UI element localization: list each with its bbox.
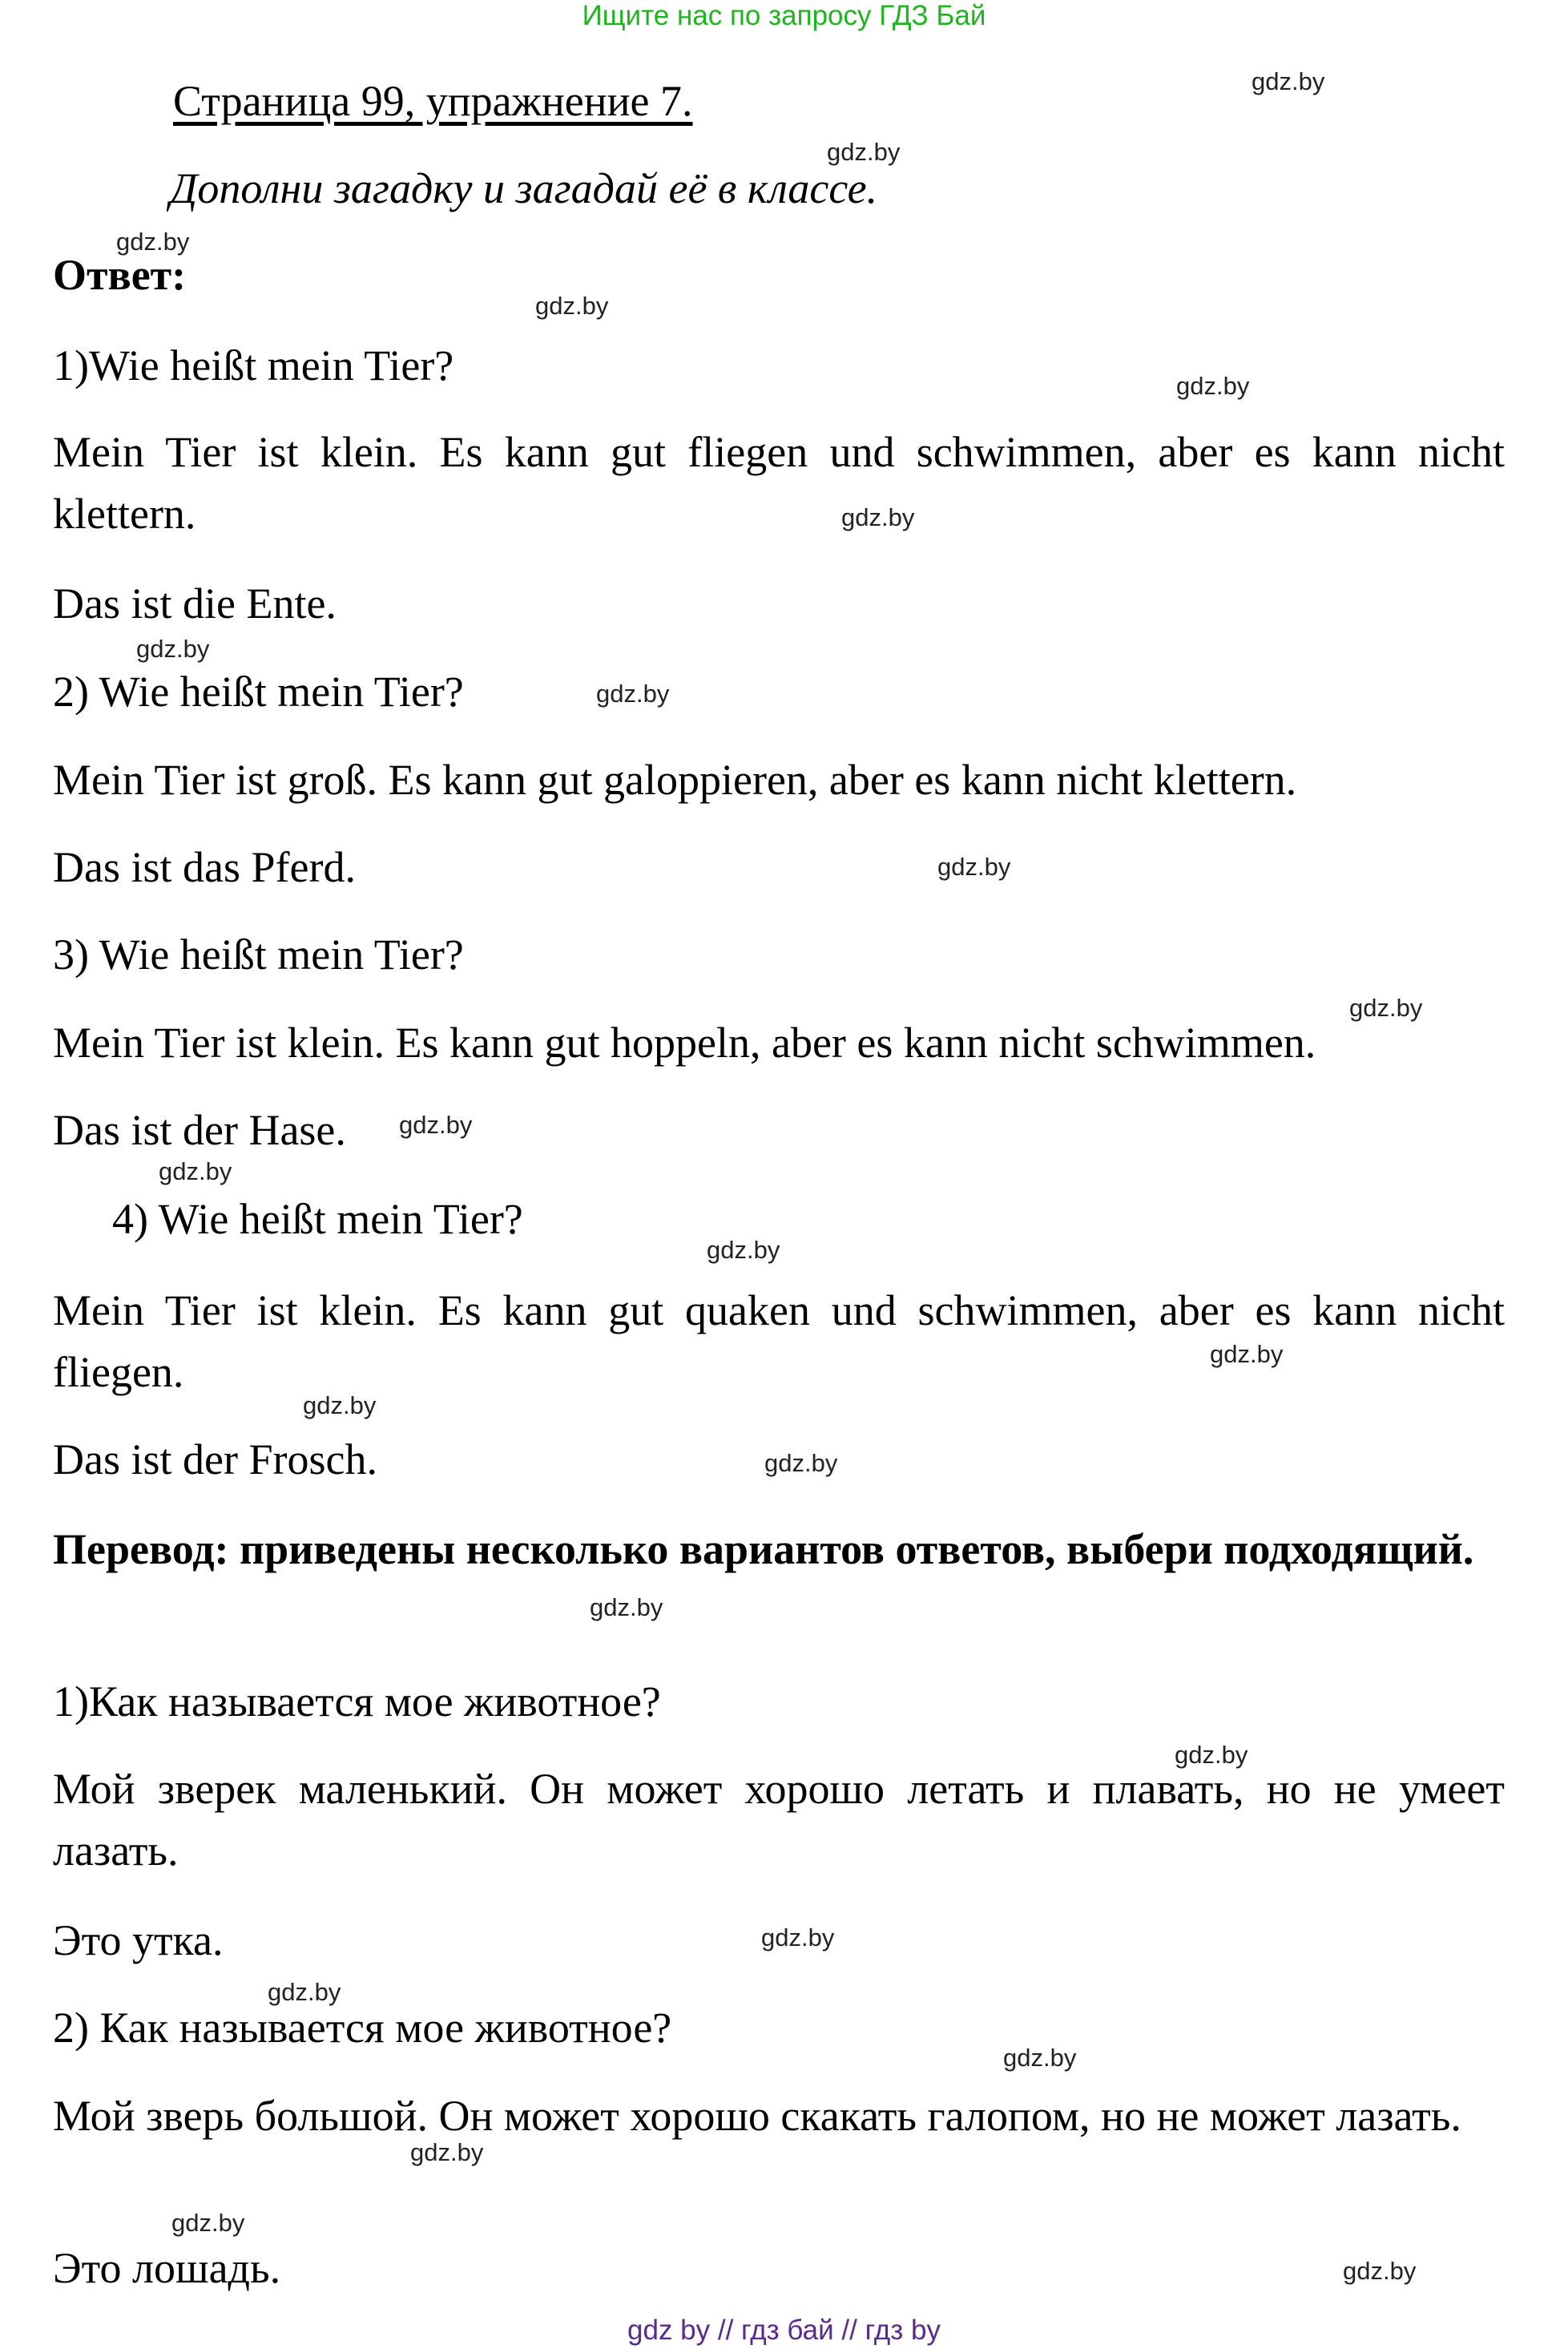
- riddle-description: Mein Tier ist klein. Es kann gut fliegen und schwimmen, aber es kann nicht klettern.: [53, 428, 1505, 538]
- watermark: gdz.by: [399, 1111, 473, 1139]
- top-banner: Ищите нас по запросу ГДЗ Бай: [582, 0, 986, 31]
- translation-label: Перевод: приведены несколько вариантов ответов, выбери подходящий.: [53, 1525, 1474, 1573]
- watermark: gdz.by: [303, 1391, 377, 1419]
- translation-question: 1)Как называется мое животное?: [53, 1677, 661, 1725]
- riddle-question: 4) Wie heißt mein Tier?: [112, 1195, 523, 1243]
- bottom-banner: gdz by // гдз бай // гдз by: [627, 2315, 941, 2346]
- watermark: gdz.by: [764, 1449, 838, 1477]
- watermark: gdz.by: [1343, 2257, 1417, 2285]
- riddle-description: Mein Tier ist klein. Es kann gut hoppeln, aber es kann nicht schwimmen.: [53, 1019, 1316, 1067]
- riddle-solution: Das ist der Hase.: [53, 1106, 346, 1154]
- watermark: gdz.by: [535, 292, 609, 320]
- translation-solution: Это утка.: [53, 1916, 224, 1964]
- translation-description: Мой зверек маленький. Он может хорошо летать и плавать, но не умеет лазать.: [53, 1765, 1505, 1875]
- riddle-description: Mein Tier ist klein. Es kann gut quaken und schwimmen, aber es kann nicht fliegen.: [53, 1286, 1505, 1396]
- watermark: gdz.by: [590, 1593, 663, 1621]
- watermark: gdz.by: [707, 1236, 780, 1264]
- watermark: gdz.by: [596, 680, 670, 708]
- watermark: gdz.by: [1175, 1741, 1248, 1769]
- riddle-question: 1)Wie heißt mein Tier?: [53, 341, 454, 389]
- answer-label: Ответ:: [53, 251, 187, 299]
- riddle-solution: Das ist die Ente.: [53, 579, 337, 628]
- translation-question: 2) Как называется мое животное?: [53, 2004, 672, 2052]
- watermark: gdz.by: [1349, 994, 1423, 1022]
- watermark: gdz.by: [761, 1923, 835, 1951]
- translation-solution: Это лошадь.: [53, 2244, 281, 2292]
- watermark: gdz.by: [116, 228, 190, 256]
- watermark: gdz.by: [1252, 67, 1325, 95]
- watermark: gdz.by: [410, 2138, 484, 2166]
- watermark: gdz.by: [268, 1978, 341, 2006]
- task-text: Дополни загадку и загадай её в классе.: [170, 164, 878, 212]
- translation-description: Мой зверь большой. Он может хорошо скакать галопом, но не может лазать.: [53, 2092, 1461, 2140]
- watermark: gdz.by: [1176, 372, 1250, 400]
- watermark: gdz.by: [827, 138, 901, 166]
- page-title: Страница 99, упражнение 7.: [173, 77, 693, 125]
- watermark: gdz.by: [937, 853, 1011, 881]
- riddle-question: 2) Wie heißt mein Tier?: [53, 668, 464, 716]
- riddle-solution: Das ist das Pferd.: [53, 843, 356, 891]
- watermark: gdz.by: [1003, 2044, 1077, 2072]
- watermark: gdz.by: [841, 503, 915, 531]
- riddle-solution: Das ist der Frosch.: [53, 1435, 377, 1483]
- watermark: gdz.by: [136, 635, 210, 663]
- riddle-question: 3) Wie heißt mein Tier?: [53, 930, 464, 979]
- watermark: gdz.by: [171, 2209, 245, 2237]
- watermark: gdz.by: [1210, 1340, 1284, 1368]
- watermark: gdz.by: [159, 1157, 232, 1185]
- riddle-description: Mein Tier ist groß. Es kann gut galoppieren, aber es kann nicht klettern.: [53, 756, 1297, 804]
